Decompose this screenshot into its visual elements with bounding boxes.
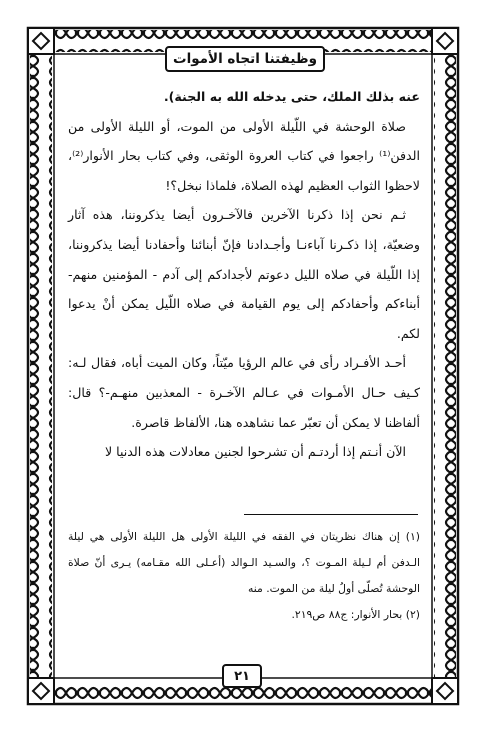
header-title: وظيفتنا اتجاه الأموات: [173, 51, 317, 67]
footnote: (١) إن هناك نظريتان في الفقه في الليلة الأولى هل الليلة الأولى هي ليلة الـدفن أم لـيلة المـوت ؟، والسـيد الـوالد (أعـلى الله مقـامه) يـرى أنّ صلاة الوحشة تُصلّى أولُ ليلة من الموت. منه: [68, 530, 420, 595]
page-number: ٢١: [234, 668, 250, 684]
running-header: [165, 46, 325, 72]
footnotes: [68, 524, 420, 628]
paragraph: ثـم نحن إذا ذكرنا الآخرين فالآخـرون أيضا يذكروننا، هذه آثار وضعيّة، إذا ذكـرنا آباءنـا وأجـدادنا فإنّ أبنائنا وأحفادنا أيضا يذكروننا، إذا اللّيلة في صلاه الليل دعوتم لأجدادكم إلى آدم - المؤمنين منهم- أبناءكم وأحفادكم إلى يوم القيامة في صلاه اللّيل يمكن أنْ يدعوا لكم.: [68, 207, 420, 341]
paragraph: صلاة الوحشة في اللّيلة الأولى من الموت، أو الليلة الأولى من الدفن⁽¹⁾ راجعوا في كتاب العروة الوثقى، وفي كتاب بحار الأنوار⁽²⁾، لاحظوا الثواب العظيم لهذه الصلاة، فلماذا نبخل؟!: [68, 118, 420, 193]
paragraph: أحـد الأفـراد رأى في عالم الرؤيا ميّتاً، وكان الميت أباه، فقال لـه: كـيف حـال الأمـوات في عـالم الآخـرة - المعذبين منهـم-؟ قال: ألفاظنا لا يمكن أن تعبّر عما نشاهده هنا، الألفاظ قاصرة.: [68, 355, 420, 430]
paragraph: الآن أنـتم إذا أردتـم أن تشرحوا لجنين معادلات هذه الدنيا لا: [104, 444, 406, 460]
paragraph: عنه بذلك الملك، حتى يدخله الله به الجنة).: [163, 89, 420, 104]
main-text: [68, 82, 420, 467]
page-number-box: [222, 664, 262, 688]
footnote-separator: [244, 514, 418, 515]
footnote: (٢) بحار الأنوار: ج٨٨ ص٢١٩.: [291, 608, 420, 621]
